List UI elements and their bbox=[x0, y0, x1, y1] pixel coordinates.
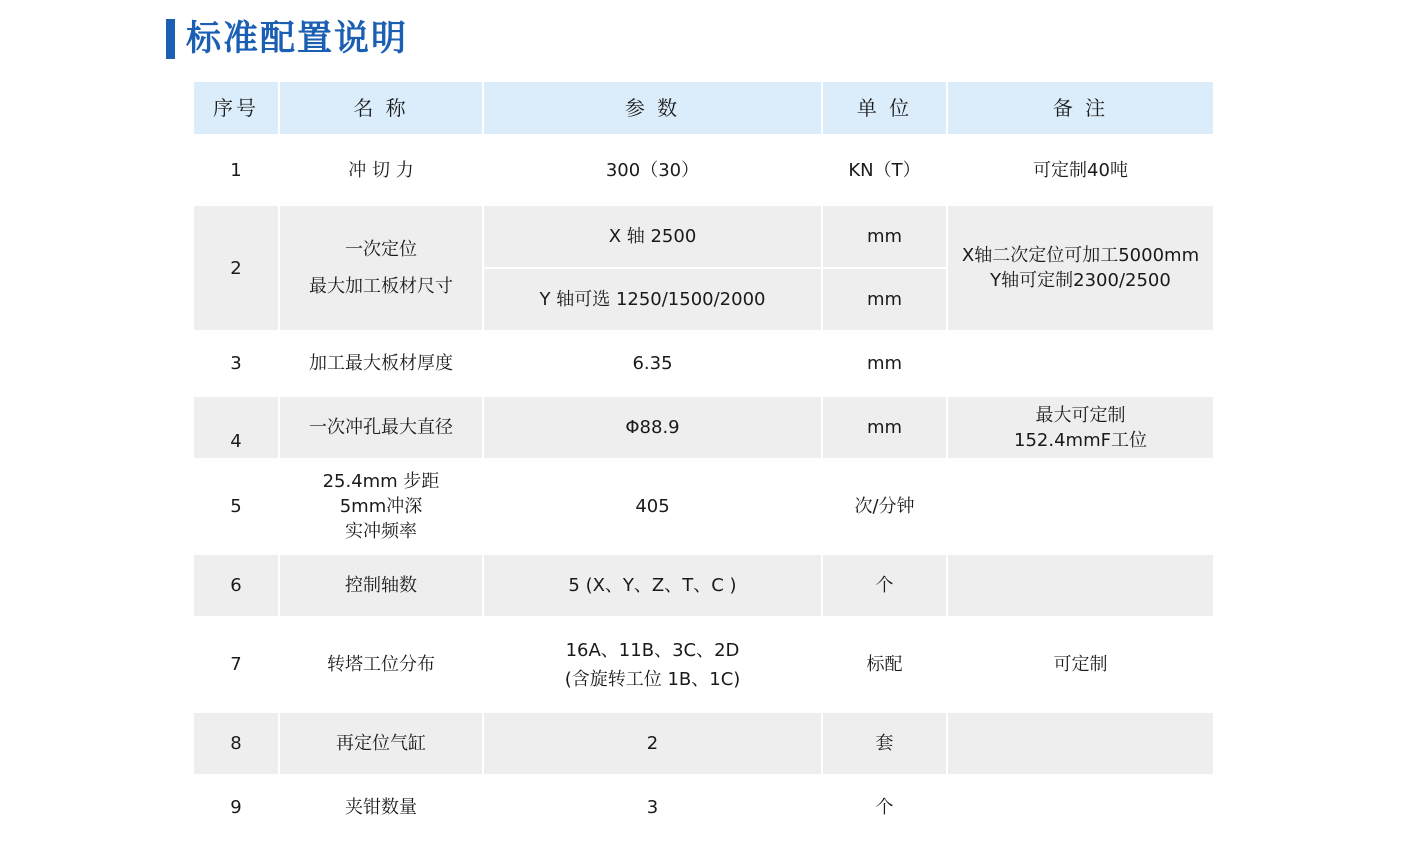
cell-name: 一次冲孔最大直径 bbox=[279, 396, 483, 459]
table-row bbox=[193, 331, 1214, 396]
cell-param: 5 (X、Y、Z、T、C ) bbox=[483, 554, 822, 617]
cell-no: 3 bbox=[193, 331, 279, 396]
cell-name: 再定位气缸 bbox=[279, 712, 483, 775]
cell-name-line: 一次定位 bbox=[345, 239, 417, 260]
cell-remark-line: X轴二次定位可加工5000mm bbox=[961, 245, 1200, 266]
title-accent-bar bbox=[166, 19, 175, 59]
cell-name-line: 实冲频率 bbox=[345, 521, 417, 542]
cell-param bbox=[483, 617, 822, 712]
table-row bbox=[193, 554, 1214, 617]
cell-name bbox=[279, 205, 483, 331]
cell-no: 9 bbox=[193, 775, 279, 840]
table-row bbox=[193, 617, 1214, 712]
cell-param-line: 16A、11B、3C、2D bbox=[565, 639, 740, 661]
cell-remark: 可定制 bbox=[947, 617, 1214, 712]
cell-name-line: 25.4mm 步距 bbox=[322, 471, 440, 492]
cell-param: Φ88.9 bbox=[483, 396, 822, 459]
spec-table bbox=[192, 80, 1215, 841]
cell-remark-line: 最大可定制 bbox=[1035, 404, 1126, 426]
cell-name: 冲 切 力 bbox=[279, 135, 483, 205]
cell-unit: KN（T） bbox=[822, 135, 947, 205]
cell-remark bbox=[947, 554, 1214, 617]
cell-unit: mm bbox=[822, 331, 947, 396]
cell-remark-line: Y轴可定制2300/2500 bbox=[990, 270, 1171, 291]
cell-unit: 标配 bbox=[822, 617, 947, 712]
cell-remark bbox=[947, 205, 1214, 331]
cell-param-line: (含旋转工位 1B、1C) bbox=[564, 668, 741, 690]
cell-param: X 轴 2500 bbox=[483, 205, 822, 268]
cell-name: 夹钳数量 bbox=[279, 775, 483, 840]
cell-no: 4 bbox=[193, 396, 279, 459]
table-row bbox=[193, 396, 1214, 459]
cell-remark: 可定制40吨 bbox=[947, 135, 1214, 205]
page-title: 标准配置说明 bbox=[186, 19, 409, 59]
cell-unit: 个 bbox=[822, 775, 947, 840]
cell-unit: 次/分钟 bbox=[822, 459, 947, 554]
cell-name-line: 最大加工板材尺寸 bbox=[309, 276, 453, 297]
cell-no: 1 bbox=[193, 135, 279, 205]
cell-param: 405 bbox=[483, 459, 822, 554]
cell-name bbox=[279, 459, 483, 554]
table-row bbox=[193, 135, 1214, 205]
cell-no: 6 bbox=[193, 554, 279, 617]
cell-param: 6.35 bbox=[483, 331, 822, 396]
cell-param: 2 bbox=[483, 712, 822, 775]
cell-no: 8 bbox=[193, 712, 279, 775]
cell-remark bbox=[947, 459, 1214, 554]
cell-unit: 套 bbox=[822, 712, 947, 775]
table-row bbox=[193, 775, 1214, 840]
section-title bbox=[166, 18, 408, 60]
cell-remark-line: 152.4mmF工位 bbox=[1014, 429, 1147, 451]
cell-name-line: 5mm冲深 bbox=[339, 496, 423, 517]
table-row bbox=[193, 205, 1214, 268]
header-param: 参 数 bbox=[483, 81, 822, 135]
header-remark: 备 注 bbox=[947, 81, 1214, 135]
cell-param: 3 bbox=[483, 775, 822, 840]
cell-remark bbox=[947, 396, 1214, 459]
cell-unit: mm bbox=[822, 396, 947, 459]
table-row bbox=[193, 459, 1214, 554]
cell-param: 300（30） bbox=[483, 135, 822, 205]
cell-no: 5 bbox=[193, 459, 279, 554]
table-row bbox=[193, 712, 1214, 775]
cell-name: 转塔工位分布 bbox=[279, 617, 483, 712]
cell-no: 7 bbox=[193, 617, 279, 712]
cell-param: Y 轴可选 1250/1500/2000 bbox=[483, 268, 822, 331]
cell-remark bbox=[947, 331, 1214, 396]
cell-remark bbox=[947, 712, 1214, 775]
cell-unit: 个 bbox=[822, 554, 947, 617]
cell-unit: mm bbox=[822, 205, 947, 268]
cell-name: 加工最大板材厚度 bbox=[279, 331, 483, 396]
cell-name: 控制轴数 bbox=[279, 554, 483, 617]
header-no: 序号 bbox=[193, 81, 279, 135]
header-name: 名 称 bbox=[279, 81, 483, 135]
cell-unit: mm bbox=[822, 268, 947, 331]
table-header-row bbox=[193, 81, 1214, 135]
header-unit: 单 位 bbox=[822, 81, 947, 135]
cell-no: 2 bbox=[193, 205, 279, 331]
cell-remark bbox=[947, 775, 1214, 840]
